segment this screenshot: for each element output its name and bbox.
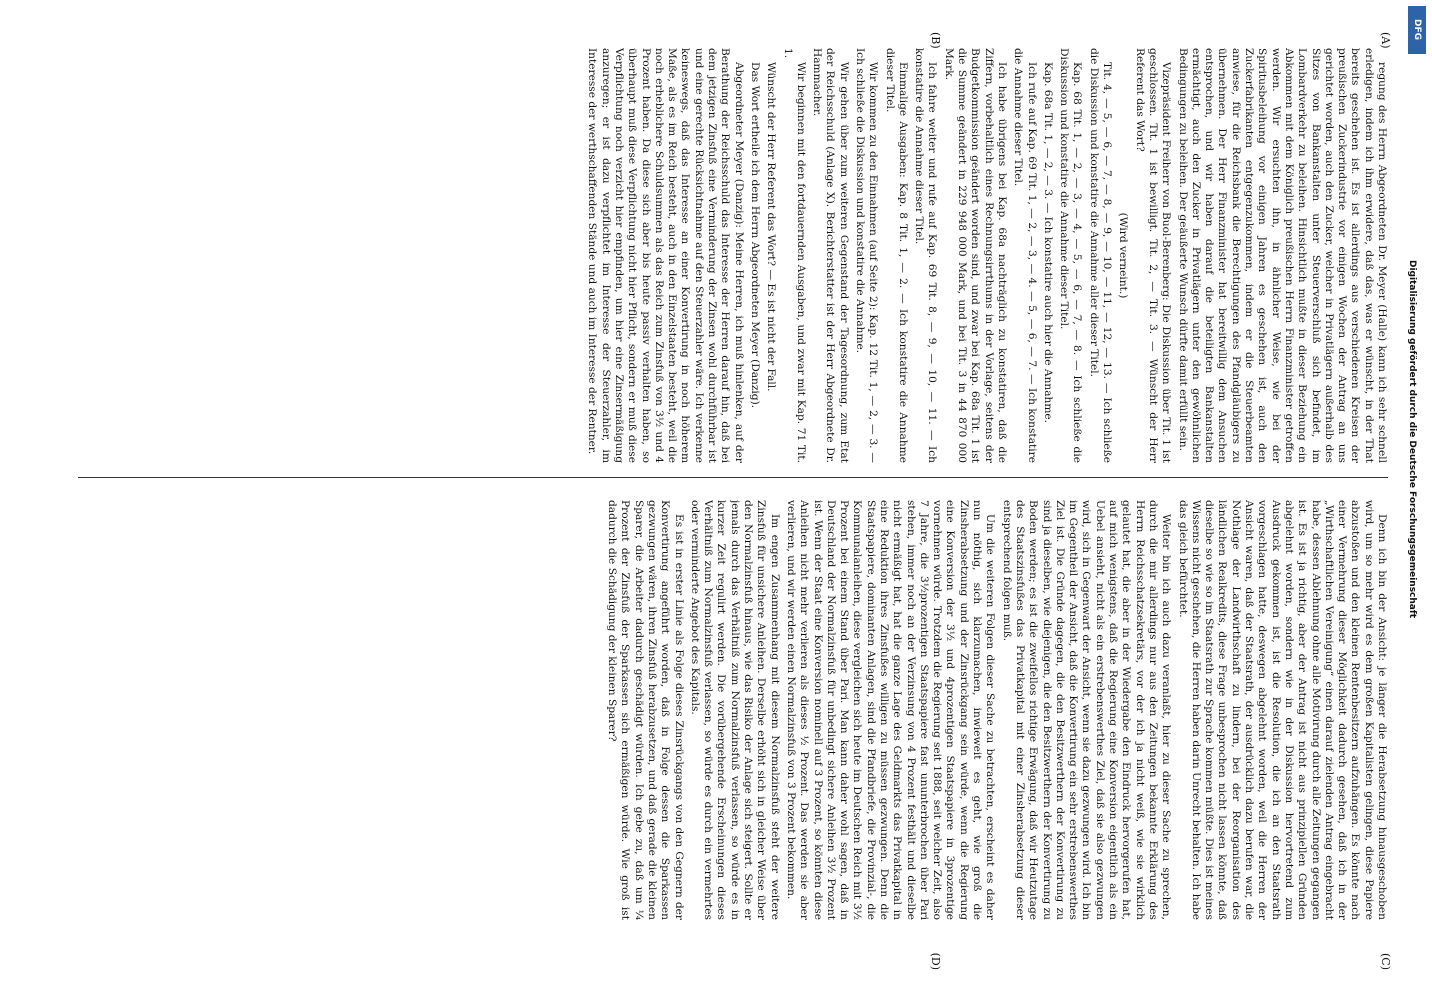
text-column-right	[78, 500, 1388, 920]
margin-marker-d: (D)	[929, 952, 942, 970]
margin-marker-c: (C)	[1379, 953, 1392, 970]
paragraph: Wir kommen zu den Einnahmen (auf Seite 2): Kap. 12 Tit. 1, — 2, — 3. — Ich schließe die Diskussion und konstatire die Annahme.	[854, 48, 880, 463]
paragraph: Ich rufe auf Kap. 69 Tit. 1, — 2, — 3, — 4. — 5, — 6, — 7. — Ich konstatire die Annahme dieser Titel.	[1012, 48, 1038, 463]
paragraph: Abgeordneter Meyer (Danzig): Meine Herren, ich muß hinlenken, auf der Berathung der Reichsschuld das Interesse der Herren darauf hin, daß bei dem jetzigen Zinsfuß eine Verminderung der Zinsen wohl durchführbar ist und eine gerechte Rücksichtnahme auf den Steuerzahler wäre. Ich verkenne keineswegs, daß das Interesse an einer Konvertirung in noch höherem Maße, als es im Reich besteht, auch in den Einzelstaaten besteht, weil die noch erheblichere Schuldsummen als das Reich zum Zinsfuß von 3½ und 4 Prozent haben. Da diese sich aber bis heute passiv verhalten haben, so überhaupt muß diese Verpflichtung nicht hier Pflicht, sondern er muß diese Verpflichtung noch verzicht hier empfinden, um hier eine Zinsermäßigung anzuregen; er ist dazu verpflichtet im Interesse der Steuerzahler, im Interesse der werthschaffenden Stände und auch im Interesse der Rentner.	[586, 48, 745, 463]
dfg-logo: DFG	[1408, 6, 1426, 54]
paragraph: regung des Herrn Abgeordneten Dr. Meyer (Halle) kann ich sehr schnell erledigen, indem ich ihm erwidere, daß das, was er wünscht, in der That bereits geschehen ist. Es ist allerdings aus verschiedenen Kreisen der preußischen Zuckerindustrie vor einigen Wochen der Antrag an uns gerichtet worden, auch den Zucker, welcher in Privatlägern außerhalb des Sitzes von Bankanstalten unter Steuerverschluß sich befindet, im Lombardverkehr zu beleihen. Hinsichtlich mußte in dieser Beziehung ein Abkommen mit dem Königlich preußischen Herrn Finanzminister getroffen werden. Wir ersuchten ihn, in ähnlicher Weise, wie bei der Spiritusbeleihung vor einigen Jahren es geschehen ist, auch den Zuckerfabrikanten entgegenzukommen, indem er die Steuerbeamten anwiese, für die Reichsbank die Berechtigungen des Pfandgläubigers zu übernehmen. Der Herr Finanzminister hat bereitwillig dem Ansuchen entsprochen, und wir haben darauf die beteiligten Bankanstalten ermächtigt, auch den Zucker in Privatlägern unter den gewöhnlichen Bedingungen zu beleihen. Der geäußerte Wunsch dürfte damit erfüllt sein.	[1176, 48, 1388, 463]
digitization-credit: Digitalisierung gefördert durch die Deutsche Forschungsgemeinschaft	[1407, 260, 1417, 619]
paragraph: Wir gehen über zum weiteren Gegenstand der Tagesordnung, zum Etat der Reichsschuld (Anlage X). Berichterstatter ist der Herr Abgeordnete Dr. Hammacher.	[811, 48, 850, 463]
paragraph: Im engen Zusammenhang mit diesem Normalzinsfuß steht der weitere Zinsfuß für unsichere Anleihen. Derselbe erhöht sich in gleicher Weise über den Normalzinsfuß hinaus, wie das Risiko der Anlage sich steigert. Sollte er jemals durch das Verhältniß zum Normalzinsfuß verlassen, so würde es in kurzer Zeit regulirt werden. Die vorübergehende Erscheinungen dieses Verhältniß zum Normalzinsfuß verlassen, so würde es durch ein vermehrtes oder verminderte Angebot des Kapitals.	[688, 500, 781, 920]
margin-marker-a: (A)	[1379, 32, 1392, 49]
paragraph: Wünscht der Herr Referent das Wort? — Es ist nicht der Fall.	[765, 62, 778, 392]
document-page	[70, 30, 1432, 970]
paragraph: Es ist in erster Linie als Folge dieses Zinsrückgangs von den Gegnern der Konvertirung angeführt worden, daß in Folge dessen die Sparkassen gezwungen wären, ihren Zinsfuß herabzusetzen, und daß gerade die kleinen Sparer, die Arbeiter dadurch geschädigt würden. Ich gebe zu, daß um ¼ Prozent der Zinsfuß der Sparkassen sich ermäßigen würde. Wie groß ist dadurch die Schädigung der kleinen Sparer?	[606, 500, 685, 920]
paragraph: Wir beginnen mit den fortdauernden Ausgaben, und zwar mit Kap. 71 Tit. 1.	[781, 48, 807, 463]
paragraph: Kap. 68a Tit. 1, — 2, — 3. — Ich konstatire auch hier die Annahme.	[1041, 62, 1054, 424]
paragraph: Ich fahre weiter und rufe auf Kap. 69 Tit. 8, — 9, — 10, — 11. — Ich konstatire die Annahme dieser Titel.	[913, 48, 939, 463]
paragraph: Denn ich bin der Ansicht: je länger die Herabsetzung hinausgeschoben wird, um so mehr wird es dem großen Kapitalisten gelingen, diese Papiere abzustoßen und den kleinen Rentenbesitzern aufzuhängen. Es könnte nach einer Vermehrung dieser Möglichkeit dadurch gesehen, daß ich in der „Wirthschaftlichen Vereinigung“ einen darauf zielenden Antrag eingebracht habe, dessen Ablehnung ohne alle Motivirung durch alle Zeitungen gegangen ist. Es ist ja richtig, aber der Antrag ist nicht aus prinzipiellen Gründen abgelehnt worden, sondern wie in der Diskussion hervortretend zum Ausdruck gekommen ist, ist die Resolution, die ich an den Staatsrath vorgeschlagen hatte, deswegen abgelehnt worden, weil die Herren der Ansicht waren, daß der Staatsrath, der ausdrücklich dazu berufen war, die Nothlage der Landwirthschaft zu lindern, bei der Reorganisation des ländlichen Realkredits, diese Frage unbesprochen nicht lassen könnte, daß dieselbe so wie so im Staatsrath zur Sprache kommen müßte. Dies ist meines Wissens nicht geschehen, die Herren haben darin Unrecht behalten. Ich habe das gleich befürchtet.	[1176, 500, 1388, 920]
paragraph: Weiter bin ich auch dazu veranlaßt, hier zu dieser Sache zu sprechen, durch die mir allerdings nur aus den Zeitungen bekannte Erklärung des Herrn Reichsschatzsekretärs, vor der ich ja nicht weiß, wie sie wirklich gelautet hat, die aber in der Wiedergabe den Eindruck hervorgerufen hat, auf mich wenigstens, daß die Regierung eine Konversion eigentlich als ein Uebel ansieht, nicht als ein erstrebenswerthes Ziel, daß sie also gezwungen wird, sich in Gegenwart der Ansicht, wenn sie dazu gezwungen wird. Ich bin im Gegentheil der Ansicht, daß die Konvertirung ein sehr erstrebenswerthes Ziel ist. Die Gründe dagegen, die den Besitzwerthern der Konvertirung zu sind ja dieselben, wie diejenigen, die den Besitzwerthern der Konvertirung zu Boden werden; es ist die zweifellos richtige Erwägung, daß wir Heutzutage des Staatszinsfußes das Privatkapital mit einer Zinsherabsetzung dieser entsprechend folgen muß.	[1000, 500, 1173, 920]
text-column-left	[78, 48, 1388, 463]
paragraph: Vizepräsident Freiherr von Buol-Berenberg: Die Diskussion über Tit. 1 ist geschlossen. Tit. 1 ist bewilligt. Tit. 2, — Tit. 3. — Wünscht der Herr Referent das Wort?	[1133, 48, 1173, 463]
paragraph: Tit. 4, — 5, — 6, — 7, — 8, — 9, — 10, — 11, — 12, — 13. — Ich schließe die Diskussion und konstatire die Annahme aller dieser Titel.	[1087, 48, 1114, 463]
paragraph: Das Wort ertheile ich dem Herrn Abgeordneten Meyer (Danzig).	[748, 62, 761, 409]
paragraph: (Wird verneint.)	[1117, 212, 1130, 299]
paragraph: Um die weiteren Folgen dieser Sache zu betrachten, erscheint es daher nun nöthig, sich klarzumachen, inwieweit es geht, wie groß die Zinsherabsetzung und der Zinsrückgang sein würde, wenn die Regierung eine Konversion der 3½ und 4prozentigen Staatspapiere in 3prozentige vornehmen würde. Trotzdem die Regierung seit 1888, seit welcher Zeit, also 7 Jahre, die 3½prozentigen Staatspapiere fast ununterbrochen über Pari stehen, immer noch an der Verzinsung von 4 Prozent festhält und dieselbe nicht ermäßigt hat, hat die ganze Lage des Geldmarkts das Privatkapital in eine Reduktion ihres Zinsfußes willigen zu müssen gezwungen. Denn die Staatspapiere, dominanten Anlagen, sind die Pfandbriefe, die Provinzial-, die Kommunalanleihen, diese vergleichen sich heute im Deutschen Reich mit 3½ Prozent bei einem Stand über Pari. Man kann daher wohl sagen, daß in Deutschland der Normalzinsfuß für unbedingt sichere Anleihen 3½ Prozent ist. Wenn der Staat eine Konversion nominell auf 3 Prozent, so könnten diese Anleihen nicht mehr verlieren als dieses ½ Prozent. Das werden sie aber verlieren, und wir werden einen Normalzinsfuß von 3 Prozent bekommen.	[784, 500, 997, 920]
column-divider	[78, 477, 1388, 478]
paragraph: Kap. 68 Tit. 1, — 2, — 3, — 4, — 5, — 6, — 7, — 8. — Ich schließe die Diskussion und konstatire die Annahme dieser Titel.	[1058, 48, 1084, 463]
paragraph: Einmalige Ausgaben: Kap. 8 Tit. 1, — 2. — Ich konstatire die Annahme dieser Titel.	[883, 48, 909, 463]
margin-marker-b: (B)	[929, 32, 942, 49]
paragraph: Ich habe übrigens bei Kap. 68a nachträglich zu konstatiren, daß die Ziffern, vorbehaltlich eines Rechnungsirrthums in der Vorlage, seitens der Budgetkommission geändert worden sind, und zwar bei Kap. 68a Tit. 1 ist die Summe geändert in 229 948 000 Mark, und bei Tit. 3 in 44 870 000 Mark.	[942, 48, 1008, 463]
